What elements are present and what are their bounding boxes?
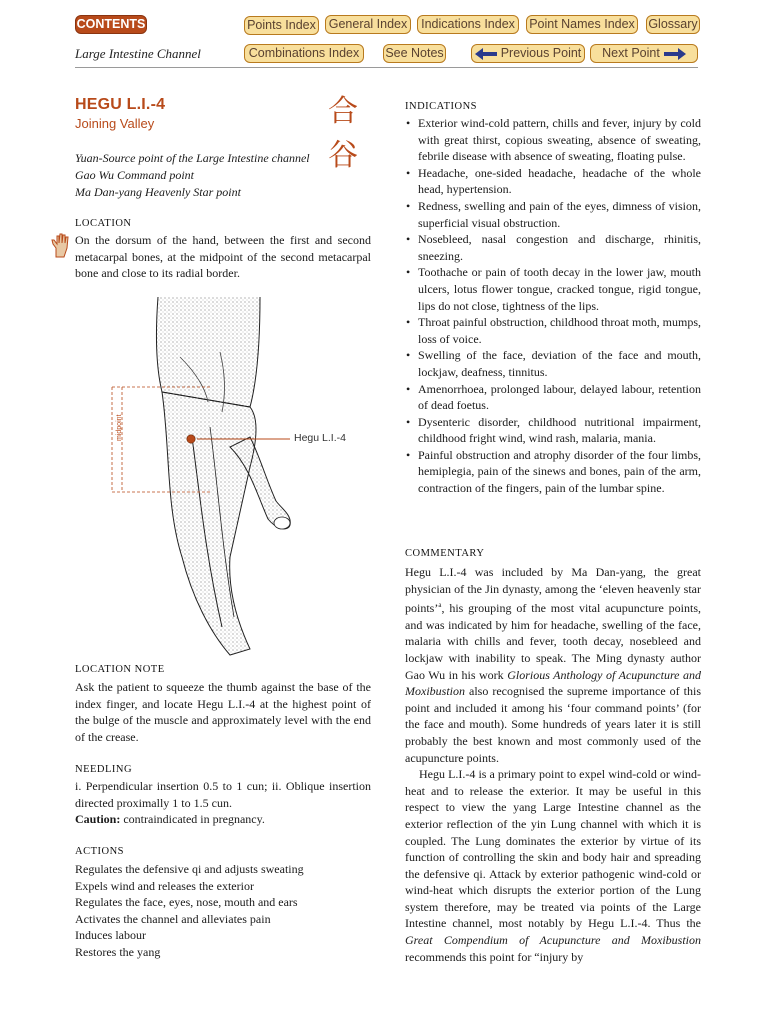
general-index-button[interactable]: General Index <box>325 15 411 34</box>
indication-item: • Exterior wind-cold pattern, chills and fever, injury by cold with great thirst, copious sweating, absence of sweating, febrile disease with absence of sweating, floating pulse. <box>405 115 701 165</box>
needling-text <box>75 778 371 828</box>
commentary-text-run: Hegu L.I.-4 was included by Ma Dan-yang, the great physician of the Jin dynasty, among the ‘eleven heavenly star points’ <box>405 565 701 616</box>
action-item: Regulates the defensive qi and adjusts sweating <box>75 862 304 876</box>
commentary-text-run: Hegu L.I.-4 is a primary point to expel wind-cold or wind-heat and to release the exterior. It may be useful in this respect to view the yang Large Intestine channel as the exterior reflection of the yin Lung channel with which it is coupled. The Lung dominates the exterior by virtue of its function of controlling the skin and body hair and spreading the defensive qi. Attack by exterior pathogenic wind-cold or wind-heat which disrupts the exterior portion of the Lung system therefore, may be treated via points of the Large Intestine channel, most notably by Hegu L.I.-4. Thus the <box>405 767 701 931</box>
action-item: Induces labour <box>75 928 146 943</box>
previous-point-label: Previous Point <box>500 46 582 60</box>
illustration-point-label: Hegu L.I.-4 <box>294 432 346 444</box>
indications-heading: INDICATIONS <box>405 101 477 112</box>
arrow-right-icon <box>664 48 686 60</box>
combinations-index-button[interactable]: Combinations Index <box>244 44 364 63</box>
contents-button[interactable]: CONTENTS <box>75 15 147 34</box>
action-item: Expels wind and releases the exterior <box>75 878 254 893</box>
role-line: Ma Dan-yang Heavenly Star point <box>75 185 241 199</box>
location-heading: LOCATION <box>75 218 132 229</box>
caution-label: Caution: <box>75 812 121 827</box>
commentary-heading: COMMENTARY <box>405 548 485 559</box>
role-line: Gao Wu Command point <box>75 168 195 182</box>
point-roles <box>75 150 335 201</box>
footnote-marker[interactable]: a <box>438 601 442 610</box>
commentary-paragraph <box>405 766 701 965</box>
needling-heading: NEEDLING <box>75 764 133 775</box>
running-title: Large Intestine Channel <box>75 46 201 61</box>
chinese-character-1: 合 <box>328 94 358 129</box>
indications-index-button[interactable]: Indications Index <box>417 15 519 34</box>
indication-item: • Throat painful obstruction, childhood throat moth, mumps, loss of voice. <box>405 314 701 347</box>
role-line: Yuan-Source point of the Large Intestine channel <box>75 151 310 165</box>
action-item: Regulates the face, eyes, nose, mouth and ears <box>75 895 298 910</box>
hand-icon[interactable] <box>50 232 70 258</box>
next-point-button[interactable] <box>590 44 698 63</box>
action-item: Restores the yang <box>75 944 161 959</box>
actions-list <box>75 861 304 961</box>
indication-item: • Headache, one-sided headache, headache of the whole head, hypertension. <box>405 165 701 198</box>
commentary-text-run: , his grouping of the most vital acupuncture points, and was indicated by him for headache, swelling of the face, malaria with chills and fever, tooth decay, nosebleed and lockjaw with inability to speak. The Ming dynasty author Gao Wu in his work <box>405 601 701 682</box>
indication-item: • Painful obstruction and atrophy disorder of the four limbs, hemiplegia, pain of the sinews and bones, pain of the arm, contraction of the fingers, pain of the lumbar spine. <box>405 447 701 497</box>
point-title: HEGU L.I.-4 <box>75 96 166 113</box>
next-point-label: Next Point <box>602 46 660 60</box>
glossary-button[interactable]: Glossary <box>646 15 700 34</box>
arrow-left-icon <box>475 48 497 60</box>
commentary-text-run: recommends this point for “injury by <box>405 949 584 964</box>
previous-point-button[interactable] <box>471 44 585 63</box>
point-names-index-button[interactable]: Point Names Index <box>526 15 638 34</box>
indications-list <box>405 115 701 497</box>
hand-illustration <box>100 297 310 657</box>
book-title: Glorious Anthology of Acupuncture and Moxibustion <box>405 667 702 699</box>
header-rule <box>75 67 698 68</box>
indication-item: • Toothache or pain of tooth decay in the lower jaw, mouth ulcers, lotus flower tongue, cracked tongue, rigid tongue, lips do not close, tightness of the lips. <box>405 264 701 314</box>
actions-heading: ACTIONS <box>75 846 125 857</box>
indication-item: • Swelling of the face, deviation of the face and mouth, lockjaw, deafness, tinnitus. <box>405 347 701 380</box>
indication-item: • Redness, swelling and pain of the eyes, dimness of vision, superficial visual obstruction. <box>405 198 701 231</box>
chinese-character-2: 谷 <box>328 138 358 173</box>
location-note-text: Ask the patient to squeeze the thumb against the base of the index finger, and locate Hegu L.I.-4 at the highest point of the bulge of the muscle and approximately level with the end of the crease. <box>75 680 371 744</box>
book-title: Great Compendium of Acupuncture and Moxibustion <box>405 933 701 948</box>
caution-text: contraindicated in pregnancy. <box>120 812 265 827</box>
commentary-text-run: also recognised the supreme importance of this point and included it among his ‘four command points’ (for the face and mouth). Some hundreds of years later it is still probably the best known and most commonly used of the acupuncture points. <box>405 684 701 765</box>
action-item: Activates the channel and alleviates pain <box>75 911 271 926</box>
points-index-button[interactable]: Points Index <box>244 16 319 35</box>
illustration-midpoint-label: midpoint <box>116 414 123 441</box>
indication-item: • Nosebleed, nasal congestion and discharge, rhinitis, sneezing. <box>405 231 701 264</box>
location-note-heading: LOCATION NOTE <box>75 664 165 675</box>
point-translation: Joining Valley <box>75 116 155 131</box>
commentary-paragraph <box>405 564 701 766</box>
indication-item: • Amenorrhoea, prolonged labour, delayed labour, retention of dead foetus. <box>405 381 701 414</box>
location-text: On the dorsum of the hand, between the first and second metacarpal bones, at the midpoint of the second metacarpal bone and close to its radial border. <box>75 233 371 281</box>
see-notes-button[interactable]: See Notes <box>383 44 446 63</box>
needling-instructions: i. Perpendicular insertion 0.5 to 1 cun; ii. Oblique insertion directed proximally 1 to 1.5 cun. <box>75 779 371 810</box>
indication-item: • Dysenteric disorder, childhood nutritional impairment, childhood fright wind, wind rash, malaria, mania. <box>405 414 701 447</box>
commentary-text <box>405 564 701 965</box>
